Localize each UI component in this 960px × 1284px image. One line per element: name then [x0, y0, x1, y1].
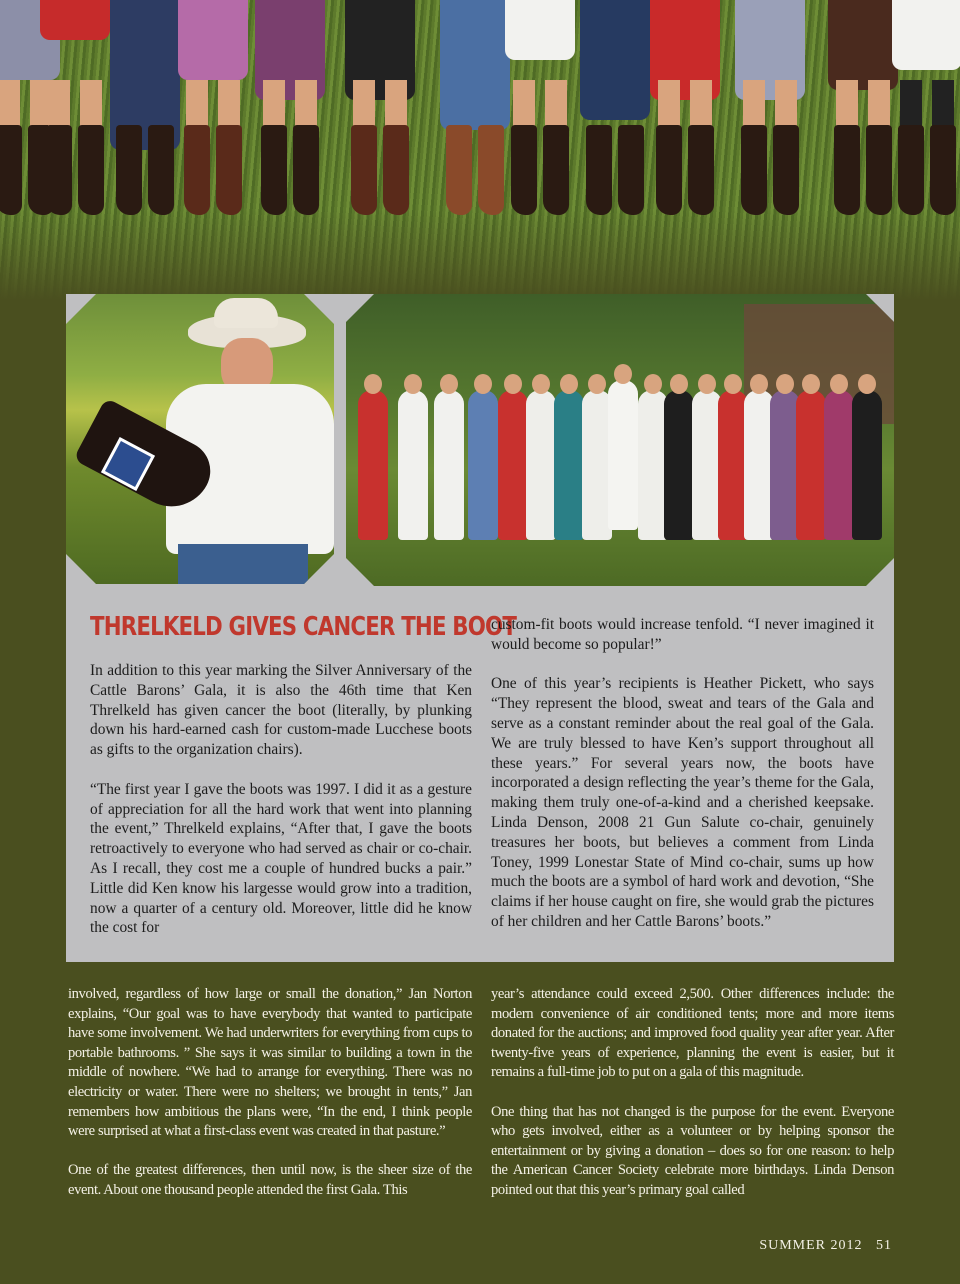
leg-figure	[345, 0, 415, 215]
person	[796, 390, 826, 540]
person	[526, 390, 556, 540]
person	[358, 390, 388, 540]
leg-figure	[735, 0, 805, 215]
leg-figure	[650, 0, 720, 215]
paragraph: year’s attendance could exceed 2,500. Other differences include: the modern convenience of air conditioned tents; more and more items donated for the auctions; and improved food quality year after year. After twenty-five years of experience, planning the event is easier, but it remains a full-time job to put on a gala of this magnitude.	[491, 986, 894, 1081]
leg-figure	[892, 0, 960, 215]
paragraph: In addition to this year marking the Silver Anniversary of the Cattle Barons’ Gala, it is also the 46th time that Ken Threlkeld has given cancer the boot (literally, by plunking down his hard-earned cash for custom-made Lucchese boots as gifts to the organization chairs).	[90, 662, 472, 759]
leg-figure	[505, 0, 575, 215]
leg-figure	[178, 0, 248, 215]
leg-figure	[580, 0, 650, 215]
paragraph: involved, regardless of how large or small the donation,” Jan Norton explains, “Our goal was to have everybody that wanted to participate have some involvement. We had underwriters for everything from cups to portable bathrooms. ” She says it was similar to building a town in the middle of nowhere. “We had to arrange for everything. There was no electricity or water. There were no shelters; we brought in tents,” Jan remembers how ambitious the plans were, “In the end, I think people were surprised at what a first-class event was created in that pasture.”	[68, 986, 472, 1140]
paragraph: custom-fit boots would increase tenfold. “I never imagined it would become so popular!”	[491, 616, 874, 653]
leg-figure	[440, 0, 510, 215]
article-headline: THRELKELD GIVES CANCER THE BOOT	[90, 612, 517, 642]
leg-figure	[40, 0, 110, 215]
paragraph: One of this year’s recipients is Heather Pickett, who says “They represent the blood, sweat and tears of the Gala and serve as a constant reminder about the real goal of the Gala. We are truly blessed to have Ken’s support throughout all these years.” For several years now, the boots have incorporated a design reflecting the year’s theme for the Gala, making them truly one-of-a-kind and a cherished keepsake. Linda Denson, 2008 21 Gun Salute co-chair, genuinely treasures her boots, but believes a comment from Linda Toney, 1999 Lonestar State of Mind co-chair, sums up how much the boots are a symbol of hard work and devotion, “She claims if her house caught on fire, she would grab the pictures of her children and her Cattle Barons’ boots.”	[491, 675, 874, 930]
jeans	[178, 544, 308, 584]
leg-figure	[828, 0, 898, 215]
paragraph: One of the greatest differences, then until now, is the sheer size of the event. About one thousand people attended the first Gala. This	[68, 1162, 472, 1198]
person	[824, 390, 854, 540]
person	[608, 380, 638, 530]
leg-figure	[255, 0, 325, 215]
person	[434, 390, 464, 540]
person	[468, 390, 498, 540]
body-column-right	[491, 985, 894, 1220]
leg-figure	[110, 0, 180, 215]
person	[554, 390, 584, 540]
cowboy-hat-crown	[214, 298, 278, 328]
paragraph: One thing that has not changed is the purpose for the event. Everyone who gets involved, either as a volunteer or by helping sponsor the entertainment or by giving a donation – does so for one reason: to help the American Cancer Society celebrate more birthdays. Linda Denson pointed out that this year’s primary goal called	[491, 1103, 894, 1198]
person	[498, 390, 528, 540]
photo-man-holding-boot	[66, 294, 334, 584]
photo-group-chairs	[346, 294, 894, 586]
paragraph: “The first year I gave the boots was 1997. I did it as a gesture of appreciation for all the hard work that went into planning the event,” Threlkeld explains, “After that, I gave the boots retroactively to everyone who had served as chair or co-chair. As I recall, they cost me a couple of hundred bucks a pair.” Little did Ken know his largesse would grow into a tradition, now a quarter of a century old. Moreover, little did he know the cost for	[90, 780, 472, 937]
person	[664, 390, 694, 540]
panel-column-left	[90, 661, 472, 938]
panel-column-right	[491, 615, 874, 932]
person	[398, 390, 428, 540]
page-folio: SUMMER 2012 51	[759, 1238, 892, 1253]
top-boots-photo	[0, 0, 960, 300]
person	[852, 390, 882, 540]
body-column-left	[68, 985, 472, 1220]
